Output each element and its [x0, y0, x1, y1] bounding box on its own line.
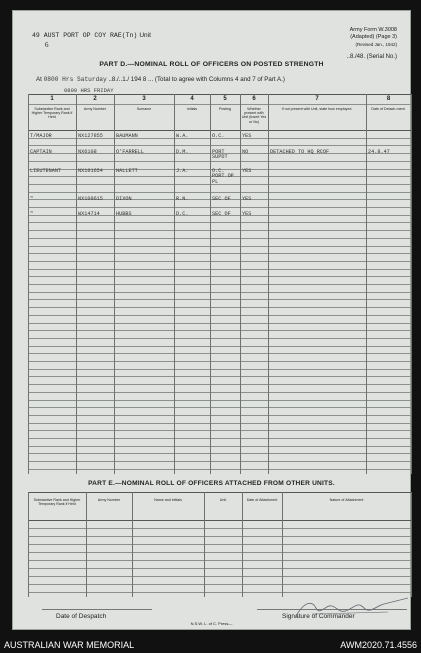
form-ref-line: (Adapted) (Page 3)	[350, 34, 397, 40]
table-rule	[28, 130, 411, 131]
table-rule	[28, 353, 411, 354]
column-divider	[76, 94, 77, 474]
form-reference	[350, 27, 397, 48]
table-cell: R.N.	[176, 196, 189, 202]
form-page	[12, 10, 411, 630]
table-cell: SEC OF	[212, 211, 231, 217]
table-cell: WX14714	[78, 211, 100, 217]
unit-label: Unit	[139, 32, 151, 39]
column-header: If not present with Unit, state how employed.	[281, 107, 353, 111]
table-cell: D.M.	[176, 149, 189, 155]
table-cell: O'FARRELL	[116, 149, 145, 155]
table-cell: D.C.	[176, 211, 189, 217]
column-header: Initials	[186, 107, 198, 111]
handwritten-mark: 6	[45, 41, 49, 49]
column-header: Surname	[136, 107, 152, 111]
at-date: ..8./..1./ 194 8 ...	[108, 76, 154, 83]
table-cell: PORT SUPDT	[212, 149, 228, 161]
table-rule	[28, 392, 411, 393]
table-rule	[28, 192, 411, 193]
table-rule	[28, 415, 411, 416]
column-header: Date of Attachment	[246, 498, 278, 502]
column-header: Unit	[219, 498, 227, 502]
table-rule	[28, 299, 411, 300]
table-rule	[28, 238, 411, 239]
table-cell: W.A.	[176, 133, 189, 139]
date-line	[36, 76, 285, 83]
despatch-line	[42, 609, 152, 610]
archive-caption: AUSTRALIAN WAR MEMORIAL	[4, 640, 135, 650]
column-divider	[366, 94, 367, 474]
column-divider	[240, 94, 241, 474]
column-number: 5	[223, 96, 227, 102]
table-border	[28, 94, 411, 95]
column-number: 1	[50, 96, 54, 102]
column-header: Whether present with Unit (Insert Yes or No)	[241, 107, 267, 124]
table-rule	[28, 253, 411, 254]
serial-number: ..8./48. (Serial No.)	[346, 54, 397, 60]
table-cell: SEC OF	[212, 196, 231, 202]
column-divider	[411, 94, 412, 474]
table-rule	[28, 246, 411, 247]
table-rule	[28, 276, 411, 277]
officers-table	[28, 94, 411, 474]
table-rule	[28, 323, 411, 324]
table-cell: HUBBS	[116, 211, 132, 217]
column-number: 8	[386, 96, 391, 102]
column-divider	[242, 492, 243, 597]
table-rule	[28, 315, 411, 316]
at-suffix: (Total to agree with Columns 4 and 7 of Part A.)	[154, 76, 285, 83]
column-divider	[28, 492, 29, 597]
column-divider	[174, 94, 175, 474]
table-cell: "	[30, 211, 34, 217]
part-e-title: PART E.—NOMINAL ROLL OF OFFICERS ATTACHED FROM OTHER UNITS.	[88, 480, 335, 487]
table-cell: NX109615	[78, 196, 103, 202]
table-rule	[28, 384, 411, 385]
table-cell: DIXON	[116, 196, 132, 202]
table-rule	[28, 330, 411, 331]
column-divider	[282, 492, 283, 597]
part-d-title: PART D.—NOMINAL ROLL OF OFFICERS ON POSTED STRENGTH	[99, 61, 324, 68]
form-ref-line: (Revised Jan., 1942)	[355, 42, 397, 47]
table-rule	[28, 430, 411, 431]
table-rule	[28, 346, 411, 347]
table-cell: YES	[242, 133, 252, 139]
column-header: Substantive Rank and Higher Temporary Rank if Held	[31, 107, 73, 120]
at-prefix: At	[36, 76, 42, 83]
table-rule	[28, 269, 411, 270]
table-rule	[28, 284, 411, 285]
column-header: Name and Initials	[154, 498, 182, 502]
table-cell: O.C. PORT OP PL	[212, 168, 234, 185]
table-cell: YES	[242, 196, 252, 202]
archive-id: AWM2020.71.4556	[340, 640, 417, 650]
at-typed: 0800 Hrs Saturday	[43, 76, 107, 83]
printer-imprint: N.S.W. L. of C. Press—	[190, 621, 233, 626]
column-divider	[268, 94, 269, 474]
table-rule	[28, 461, 411, 462]
table-rule	[28, 207, 411, 208]
table-cell: NX6108	[78, 149, 97, 155]
column-header: Posting	[219, 107, 231, 111]
column-header: Army Number	[97, 498, 121, 502]
table-cell: O.C.	[212, 133, 225, 139]
table-rule	[28, 222, 411, 223]
column-number: 2	[93, 96, 97, 102]
table-cell: BAUMANN	[116, 133, 138, 139]
unit-typed: 49 AUST PORT OP COY RAE(Tn)	[32, 32, 138, 39]
table-cell: NO	[242, 149, 249, 155]
column-divider	[114, 94, 115, 474]
table-rule	[28, 423, 411, 424]
table-cell: J.A.	[176, 168, 189, 174]
table-rule	[28, 453, 411, 454]
table-cell: 24.8.47	[368, 149, 390, 155]
table-cell: T/MAJOR	[30, 133, 52, 139]
column-number: 4	[190, 96, 194, 102]
table-cell: CAPTAIN	[30, 149, 52, 155]
table-rule	[28, 104, 411, 105]
table-rule	[28, 338, 411, 339]
column-divider	[28, 94, 29, 474]
table-rule	[28, 230, 411, 231]
column-number: 6	[252, 96, 256, 102]
column-divider	[204, 492, 205, 597]
column-header: Nature of Attachment	[329, 498, 364, 502]
table-rule	[28, 261, 411, 262]
table-cell: "	[30, 196, 34, 202]
table-cell: HALLETT	[116, 168, 138, 174]
table-rule	[28, 469, 411, 470]
column-number: 3	[142, 96, 146, 102]
column-divider	[86, 492, 87, 597]
signature-label: Signature of Commander	[282, 613, 355, 620]
table-rule	[28, 376, 411, 377]
table-rule	[28, 438, 411, 439]
at-subtitle: 0800 HRS FRIDAY	[64, 87, 114, 94]
table-cell: NX127855	[78, 133, 103, 139]
column-divider	[210, 94, 211, 474]
table-rule	[28, 307, 411, 308]
table-rule	[28, 361, 411, 362]
table-cell: LIEUTENANT	[30, 168, 62, 174]
table-rule	[28, 400, 411, 401]
table-rule	[28, 161, 411, 162]
table-rule	[28, 369, 411, 370]
table-cell: YES	[242, 168, 252, 174]
column-divider	[132, 492, 133, 597]
column-header: Substantive Rank and Higher Temporary Rank if Held	[33, 498, 81, 507]
column-header: Army Number	[83, 107, 107, 111]
column-divider	[411, 492, 412, 597]
table-rule	[28, 292, 411, 293]
table-cell: DETACHED TO HQ RCOF	[270, 149, 330, 155]
date-of-despatch-label: Date of Despatch	[56, 613, 107, 620]
attached-officers-table	[28, 492, 411, 597]
table-cell: NX101654	[78, 168, 103, 174]
form-ref-line: Army Form W.3008	[349, 27, 397, 33]
table-rule	[28, 407, 411, 408]
table-cell: YES	[242, 211, 252, 217]
column-number: 7	[315, 96, 319, 102]
column-header: Date of Detach-ment.	[371, 107, 406, 111]
table-rule	[28, 145, 411, 146]
unit-line	[32, 32, 151, 39]
table-rule	[28, 446, 411, 447]
